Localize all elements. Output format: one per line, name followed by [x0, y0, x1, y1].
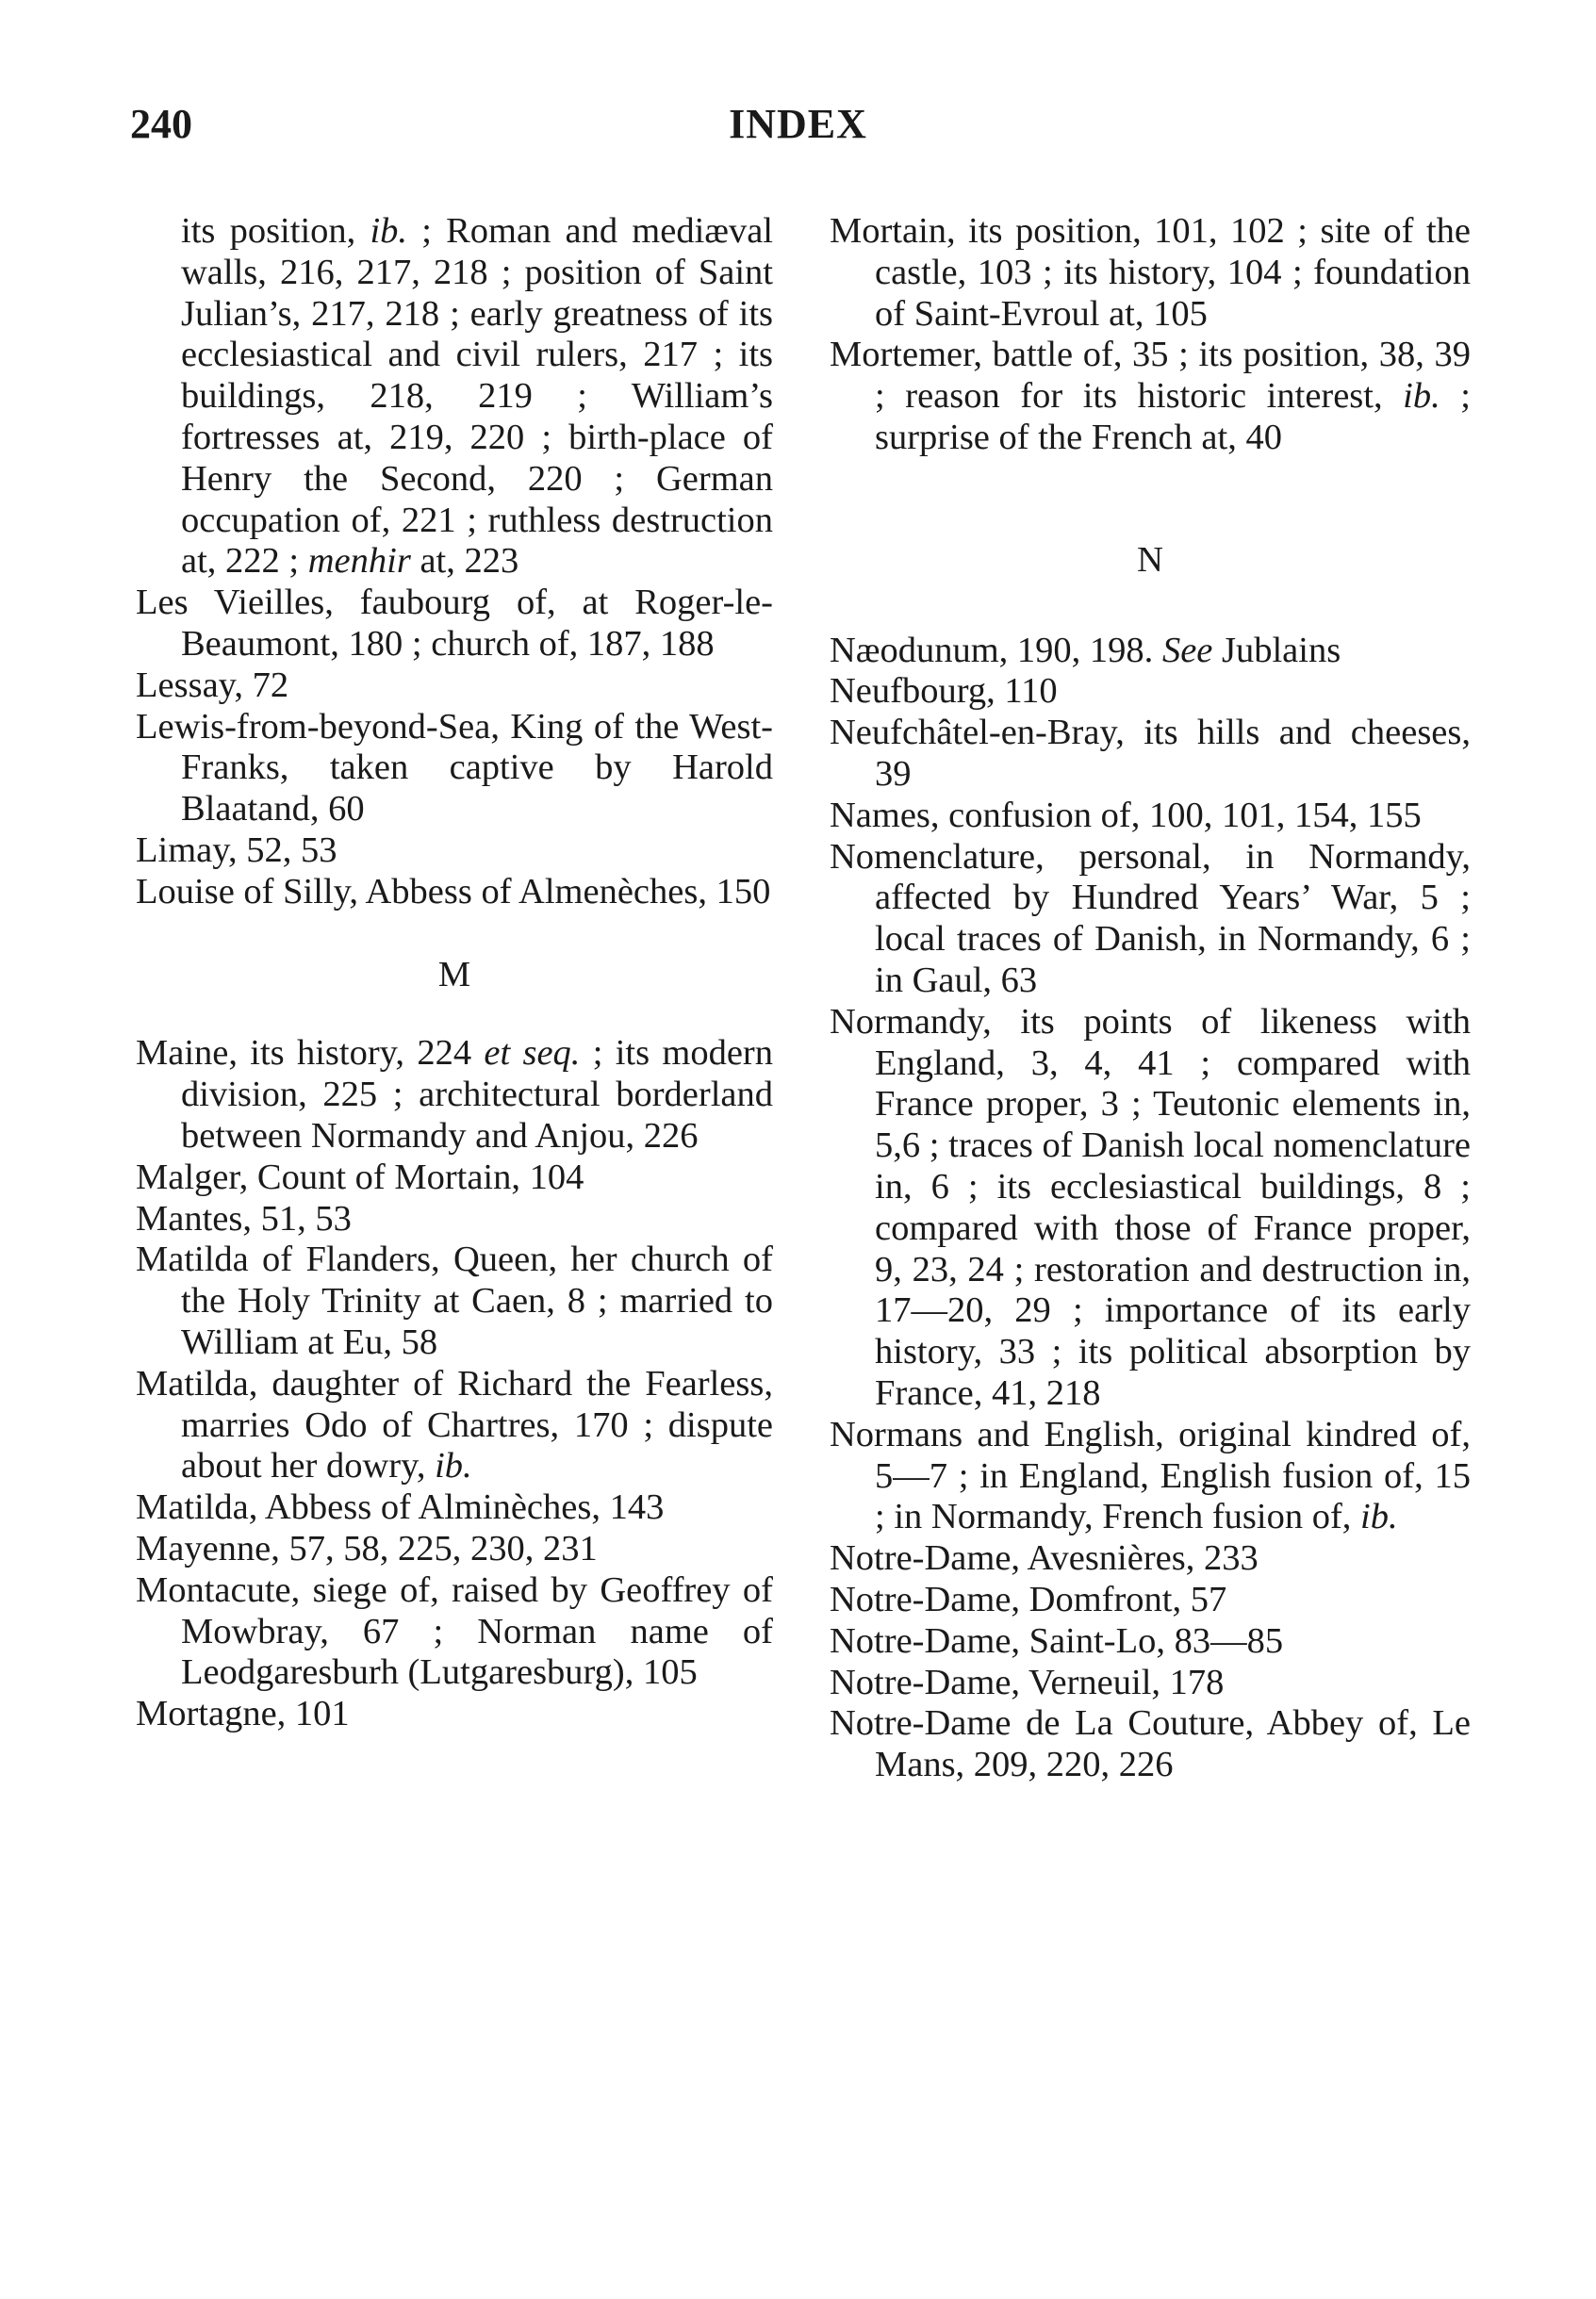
index-entry: Maine, its history, 224 et seq. ; its modern division, 225 ; architectural borderland between Normandy and Anjou, 226 — [136, 1033, 773, 1156]
index-entry: Matilda, daughter of Richard the Fearless, marries Odo of Chartres, 170 ; dispute about her dowry, ib. — [136, 1363, 773, 1486]
index-entry: Mayenne, 57, 58, 225, 230, 231 — [136, 1528, 598, 1568]
page-number: 240 — [130, 101, 192, 147]
index-column-right — [830, 211, 1471, 1786]
index-entry: Notre-Dame, Domfront, 57 — [830, 1579, 1227, 1619]
section-letter-m: M — [437, 954, 471, 994]
index-entry: Notre-Dame, Saint-Lo, 83—85 — [830, 1620, 1284, 1661]
index-entry: Lessay, 72 — [136, 665, 289, 705]
running-title: INDEX — [729, 101, 867, 147]
index-entry: Limay, 52, 53 — [136, 829, 337, 870]
index-entry: Normandy, its points of likeness with England, 3, 4, 41 ; compared with France proper, 3 ; Teutonic elements in, 5,6 ; traces of Danish local nomenclature in, 6 ; its ecclesiastical buildings, 8 ; compared with those of France proper, 9, 23, 24 ; restoration and destruction in, 17—20, 29 ; importance of its early history, 33 ; its political absorption by France, 41, 218 — [830, 1001, 1471, 1413]
index-entry: Mortain, its position, 101, 102 ; site of the castle, 103 ; its history, 104 ; foundation of Saint-Evroul at, 105 — [830, 211, 1471, 334]
index-entry: Mortemer, battle of, 35 ; its position, 38, 39 ; reason for its historic interest, ib. ; surprise of the French at, 40 — [830, 335, 1471, 457]
index-entry: Nomenclature, personal, in Normandy, affected by Hundred Years’ War, 5 ; local traces of Danish, in Normandy, 6 ; in Gaul, 63 — [830, 836, 1471, 1000]
index-entry: Neufchâtel-en-Bray, its hills and cheeses, 39 — [830, 713, 1471, 794]
index-entry: Lewis-from-beyond-Sea, King of the West-Franks, taken captive by Harold Blaatand, 60 — [136, 706, 773, 829]
index-entry: Matilda, Abbess of Alminèches, 143 — [136, 1487, 665, 1528]
index-entry: Malger, Count of Mortain, 104 — [136, 1157, 584, 1197]
index-entry: Montacute, siege of, raised by Geoffrey of Mowbray, 67 ; Norman name of Leodgaresburh (Lutgaresburg), 105 — [136, 1569, 773, 1693]
index-entry: Notre-Dame, Verneuil, 178 — [830, 1662, 1225, 1702]
index-entry: Normans and English, original kindred of, 5—7 ; in England, English fusion of, 15 ; in Normandy, French fusion of, ib. — [830, 1414, 1471, 1537]
index-entry: Les Vieilles, faubourg of, at Roger-le-Beaumont, 180 ; church of, 187, 188 — [136, 583, 773, 664]
index-entry-continued: its position, ib. ; Roman and mediæval walls, 216, 217, 218 ; position of Saint Julian’s, 217, 218 ; early greatness of its ecclesiastical and civil rulers, 217 ; its buildings, 218, 219 ; William’s fortresses at, 219, 220 ; birth-place of Henry the Second, 220 ; German occupation of, 221 ; ruthless destruction at, 222 ; menhir at, 223 — [181, 211, 774, 582]
index-entry: Mortagne, 101 — [136, 1694, 350, 1734]
index-entry: Næodunum, 190, 198. See Jublains — [830, 630, 1341, 670]
index-entry: Matilda of Flanders, Queen, her church of the Holy Trinity at Caen, 8 ; married to William at Eu, 58 — [136, 1240, 773, 1362]
index-column-left — [136, 211, 773, 1735]
index-entry: Mantes, 51, 53 — [136, 1198, 352, 1239]
index-entry: Notre-Dame de La Couture, Abbey of, Le Mans, 209, 220, 226 — [830, 1703, 1471, 1785]
section-letter-n: N — [1137, 539, 1163, 580]
index-entry: Louise of Silly, Abbess of Almenèches, 150 — [136, 871, 771, 911]
index-entry: Notre-Dame, Avesnières, 233 — [830, 1538, 1259, 1579]
index-entry: Neufbourg, 110 — [830, 671, 1058, 712]
index-entry: Names, confusion of, 100, 101, 154, 155 — [830, 795, 1422, 835]
